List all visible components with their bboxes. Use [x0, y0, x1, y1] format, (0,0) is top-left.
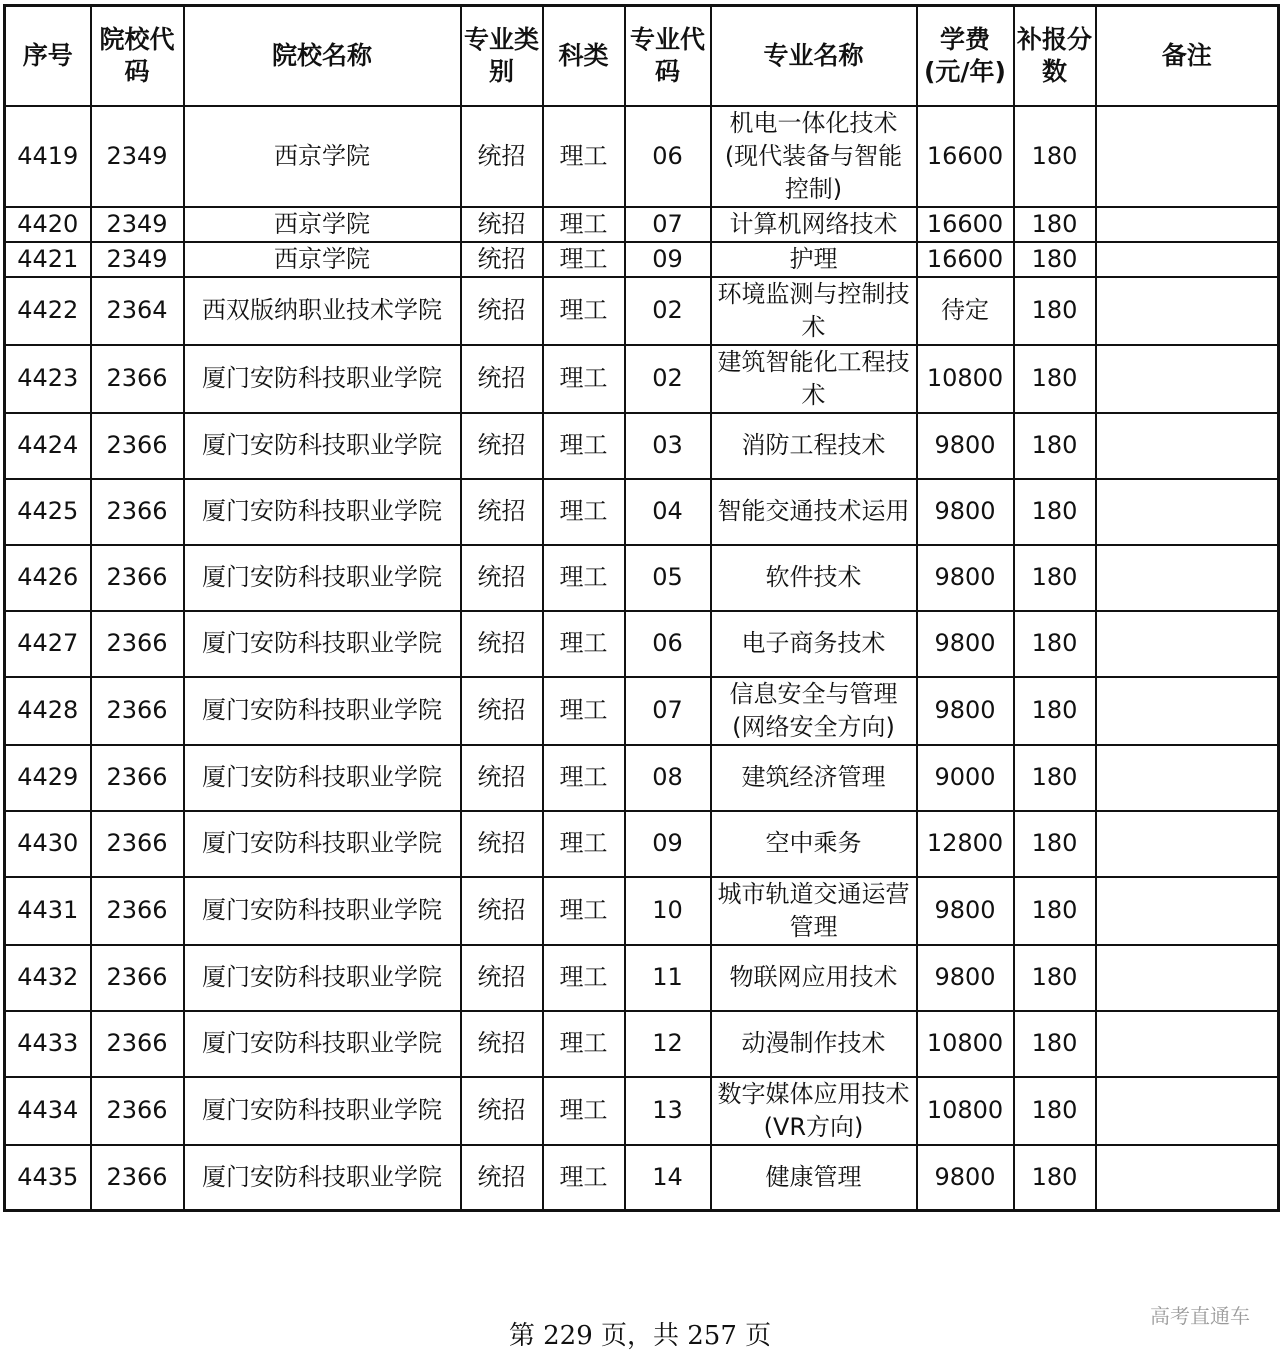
school-code-cell: 2349 — [91, 242, 184, 277]
major-code-cell: 07 — [625, 677, 711, 745]
tuition-cell: 9800 — [917, 877, 1014, 945]
major-code-cell: 11 — [625, 945, 711, 1011]
major-code-cell: 07 — [625, 207, 711, 242]
header-cell: 院校代码 — [91, 6, 184, 106]
remarks-cell — [1096, 106, 1279, 207]
score-cell: 180 — [1014, 877, 1096, 945]
tuition-cell: 10800 — [917, 1077, 1014, 1145]
table-row — [5, 413, 1279, 479]
major-code-cell: 02 — [625, 277, 711, 345]
major-name-cell: 健康管理 — [711, 1145, 917, 1211]
tuition-cell: 9800 — [917, 611, 1014, 677]
school-code-cell: 2366 — [91, 811, 184, 877]
row-id-cell: 4433 — [5, 1011, 91, 1077]
subject-type-cell: 理工 — [543, 811, 625, 877]
subject-type-cell: 理工 — [543, 745, 625, 811]
table-row — [5, 945, 1279, 1011]
major-code-cell: 08 — [625, 745, 711, 811]
header-cell: 院校名称 — [184, 6, 461, 106]
remarks-cell — [1096, 945, 1279, 1011]
category-cell: 统招 — [461, 611, 543, 677]
school-name-cell: 西京学院 — [184, 106, 461, 207]
major-code-cell: 14 — [625, 1145, 711, 1211]
major-code-cell: 12 — [625, 1011, 711, 1077]
score-cell: 180 — [1014, 611, 1096, 677]
score-cell: 180 — [1014, 945, 1096, 1011]
row-id-cell: 4426 — [5, 545, 91, 611]
score-cell: 180 — [1014, 345, 1096, 413]
subject-type-cell: 理工 — [543, 945, 625, 1011]
remarks-cell — [1096, 811, 1279, 877]
remarks-cell — [1096, 745, 1279, 811]
row-id-cell: 4432 — [5, 945, 91, 1011]
category-cell: 统招 — [461, 877, 543, 945]
tuition-cell: 9800 — [917, 1145, 1014, 1211]
row-id-cell: 4419 — [5, 106, 91, 207]
major-name-cell: 电子商务技术 — [711, 611, 917, 677]
subject-type-cell: 理工 — [543, 413, 625, 479]
subject-type-cell: 理工 — [543, 877, 625, 945]
category-cell: 统招 — [461, 479, 543, 545]
school-code-cell: 2366 — [91, 945, 184, 1011]
school-name-cell: 西京学院 — [184, 242, 461, 277]
table-row — [5, 811, 1279, 877]
table-row — [5, 545, 1279, 611]
category-cell: 统招 — [461, 345, 543, 413]
header-cell: 补报分数 — [1014, 6, 1096, 106]
school-name-cell: 西京学院 — [184, 207, 461, 242]
major-code-cell: 03 — [625, 413, 711, 479]
row-id-cell: 4424 — [5, 413, 91, 479]
school-name-cell: 厦门安防科技职业学院 — [184, 1145, 461, 1211]
row-id-cell: 4430 — [5, 811, 91, 877]
table-row — [5, 611, 1279, 677]
category-cell: 统招 — [461, 413, 543, 479]
row-id-cell: 4429 — [5, 745, 91, 811]
header-cell: 备注 — [1096, 6, 1279, 106]
remarks-cell — [1096, 207, 1279, 242]
category-cell: 统招 — [461, 242, 543, 277]
subject-type-cell: 理工 — [543, 1011, 625, 1077]
row-id-cell: 4425 — [5, 479, 91, 545]
tuition-cell: 16600 — [917, 106, 1014, 207]
category-cell: 统招 — [461, 811, 543, 877]
table-row — [5, 345, 1279, 413]
table-row — [5, 745, 1279, 811]
remarks-cell — [1096, 345, 1279, 413]
school-name-cell: 厦门安防科技职业学院 — [184, 811, 461, 877]
school-name-cell: 厦门安防科技职业学院 — [184, 479, 461, 545]
tuition-cell: 16600 — [917, 207, 1014, 242]
school-name-cell: 西双版纳职业技术学院 — [184, 277, 461, 345]
tuition-cell: 9800 — [917, 479, 1014, 545]
remarks-cell — [1096, 1145, 1279, 1211]
header-cell: 专业代码 — [625, 6, 711, 106]
header-row — [5, 6, 1279, 106]
major-name-cell: 机电一体化技术(现代装备与智能控制) — [711, 106, 917, 207]
table-row — [5, 1011, 1279, 1077]
school-code-cell: 2366 — [91, 1145, 184, 1211]
subject-type-cell: 理工 — [543, 611, 625, 677]
category-cell: 统招 — [461, 1145, 543, 1211]
school-code-cell: 2349 — [91, 106, 184, 207]
school-code-cell: 2366 — [91, 745, 184, 811]
remarks-cell — [1096, 877, 1279, 945]
score-cell: 180 — [1014, 811, 1096, 877]
subject-type-cell: 理工 — [543, 277, 625, 345]
category-cell: 统招 — [461, 106, 543, 207]
tuition-cell: 9800 — [917, 545, 1014, 611]
table-row — [5, 277, 1279, 345]
school-name-cell: 厦门安防科技职业学院 — [184, 413, 461, 479]
major-code-cell: 04 — [625, 479, 711, 545]
header-cell: 学费(元/年) — [917, 6, 1014, 106]
score-cell: 180 — [1014, 479, 1096, 545]
header-cell: 科类 — [543, 6, 625, 106]
category-cell: 统招 — [461, 945, 543, 1011]
tuition-cell: 9800 — [917, 945, 1014, 1011]
score-cell: 180 — [1014, 106, 1096, 207]
row-id-cell: 4422 — [5, 277, 91, 345]
table-body — [5, 106, 1279, 1211]
school-code-cell: 2366 — [91, 545, 184, 611]
table-row — [5, 1077, 1279, 1145]
row-id-cell: 4428 — [5, 677, 91, 745]
major-name-cell: 建筑经济管理 — [711, 745, 917, 811]
remarks-cell — [1096, 677, 1279, 745]
major-name-cell: 空中乘务 — [711, 811, 917, 877]
tuition-cell: 10800 — [917, 345, 1014, 413]
major-name-cell: 智能交通技术运用 — [711, 479, 917, 545]
table-row — [5, 1145, 1279, 1211]
category-cell: 统招 — [461, 1077, 543, 1145]
school-code-cell: 2366 — [91, 413, 184, 479]
page-number: 第 229 页，共 257 页 — [508, 1321, 772, 1351]
table-row — [5, 479, 1279, 545]
major-name-cell: 消防工程技术 — [711, 413, 917, 479]
header-cell: 专业类别 — [461, 6, 543, 106]
major-code-cell: 06 — [625, 106, 711, 207]
major-name-cell: 环境监测与控制技术 — [711, 277, 917, 345]
admission-table — [3, 4, 1280, 1212]
score-cell: 180 — [1014, 745, 1096, 811]
school-code-cell: 2366 — [91, 877, 184, 945]
school-name-cell: 厦门安防科技职业学院 — [184, 745, 461, 811]
school-name-cell: 厦门安防科技职业学院 — [184, 1077, 461, 1145]
subject-type-cell: 理工 — [543, 106, 625, 207]
subject-type-cell: 理工 — [543, 207, 625, 242]
major-code-cell: 09 — [625, 811, 711, 877]
row-id-cell: 4427 — [5, 611, 91, 677]
header-cell: 专业名称 — [711, 6, 917, 106]
major-name-cell: 物联网应用技术 — [711, 945, 917, 1011]
category-cell: 统招 — [461, 207, 543, 242]
major-name-cell: 建筑智能化工程技术 — [711, 345, 917, 413]
remarks-cell — [1096, 413, 1279, 479]
school-code-cell: 2366 — [91, 677, 184, 745]
remarks-cell — [1096, 242, 1279, 277]
school-code-cell: 2366 — [91, 611, 184, 677]
major-name-cell: 数字媒体应用技术(VR方向) — [711, 1077, 917, 1145]
score-cell: 180 — [1014, 677, 1096, 745]
school-code-cell: 2349 — [91, 207, 184, 242]
header-cell: 序号 — [5, 6, 91, 106]
score-cell: 180 — [1014, 545, 1096, 611]
row-id-cell: 4421 — [5, 242, 91, 277]
score-cell: 180 — [1014, 277, 1096, 345]
row-id-cell: 4431 — [5, 877, 91, 945]
major-name-cell: 城市轨道交通运营管理 — [711, 877, 917, 945]
subject-type-cell: 理工 — [543, 545, 625, 611]
school-code-cell: 2364 — [91, 277, 184, 345]
score-cell: 180 — [1014, 1145, 1096, 1211]
subject-type-cell: 理工 — [543, 1077, 625, 1145]
school-code-cell: 2366 — [91, 1077, 184, 1145]
major-name-cell: 护理 — [711, 242, 917, 277]
major-name-cell: 软件技术 — [711, 545, 917, 611]
major-code-cell: 06 — [625, 611, 711, 677]
row-id-cell: 4434 — [5, 1077, 91, 1145]
major-code-cell: 13 — [625, 1077, 711, 1145]
remarks-cell — [1096, 611, 1279, 677]
table-row — [5, 242, 1279, 277]
major-name-cell: 动漫制作技术 — [711, 1011, 917, 1077]
tuition-cell: 9800 — [917, 677, 1014, 745]
subject-type-cell: 理工 — [543, 479, 625, 545]
remarks-cell — [1096, 277, 1279, 345]
school-name-cell: 厦门安防科技职业学院 — [184, 877, 461, 945]
table-row — [5, 106, 1279, 207]
remarks-cell — [1096, 1077, 1279, 1145]
score-cell: 180 — [1014, 413, 1096, 479]
remarks-cell — [1096, 479, 1279, 545]
subject-type-cell: 理工 — [543, 242, 625, 277]
watermark: 高考直通车 — [1150, 1304, 1250, 1328]
row-id-cell: 4423 — [5, 345, 91, 413]
school-code-cell: 2366 — [91, 345, 184, 413]
tuition-cell: 9000 — [917, 745, 1014, 811]
tuition-cell: 10800 — [917, 1011, 1014, 1077]
category-cell: 统招 — [461, 745, 543, 811]
score-cell: 180 — [1014, 1077, 1096, 1145]
category-cell: 统招 — [461, 545, 543, 611]
row-id-cell: 4420 — [5, 207, 91, 242]
school-name-cell: 厦门安防科技职业学院 — [184, 945, 461, 1011]
subject-type-cell: 理工 — [543, 1145, 625, 1211]
score-cell: 180 — [1014, 1011, 1096, 1077]
table-row — [5, 877, 1279, 945]
tuition-cell: 待定 — [917, 277, 1014, 345]
major-code-cell: 09 — [625, 242, 711, 277]
school-code-cell: 2366 — [91, 1011, 184, 1077]
school-code-cell: 2366 — [91, 479, 184, 545]
remarks-cell — [1096, 545, 1279, 611]
major-name-cell: 信息安全与管理(网络安全方向) — [711, 677, 917, 745]
category-cell: 统招 — [461, 1011, 543, 1077]
category-cell: 统招 — [461, 677, 543, 745]
major-name-cell: 计算机网络技术 — [711, 207, 917, 242]
major-code-cell: 05 — [625, 545, 711, 611]
tuition-cell: 16600 — [917, 242, 1014, 277]
school-name-cell: 厦门安防科技职业学院 — [184, 611, 461, 677]
school-name-cell: 厦门安防科技职业学院 — [184, 545, 461, 611]
major-code-cell: 02 — [625, 345, 711, 413]
subject-type-cell: 理工 — [543, 677, 625, 745]
category-cell: 统招 — [461, 277, 543, 345]
tuition-cell: 12800 — [917, 811, 1014, 877]
school-name-cell: 厦门安防科技职业学院 — [184, 1011, 461, 1077]
school-name-cell: 厦门安防科技职业学院 — [184, 677, 461, 745]
score-cell: 180 — [1014, 242, 1096, 277]
remarks-cell — [1096, 1011, 1279, 1077]
major-code-cell: 10 — [625, 877, 711, 945]
school-name-cell: 厦门安防科技职业学院 — [184, 345, 461, 413]
score-cell: 180 — [1014, 207, 1096, 242]
row-id-cell: 4435 — [5, 1145, 91, 1211]
subject-type-cell: 理工 — [543, 345, 625, 413]
tuition-cell: 9800 — [917, 413, 1014, 479]
table-row — [5, 677, 1279, 745]
table-row — [5, 207, 1279, 242]
